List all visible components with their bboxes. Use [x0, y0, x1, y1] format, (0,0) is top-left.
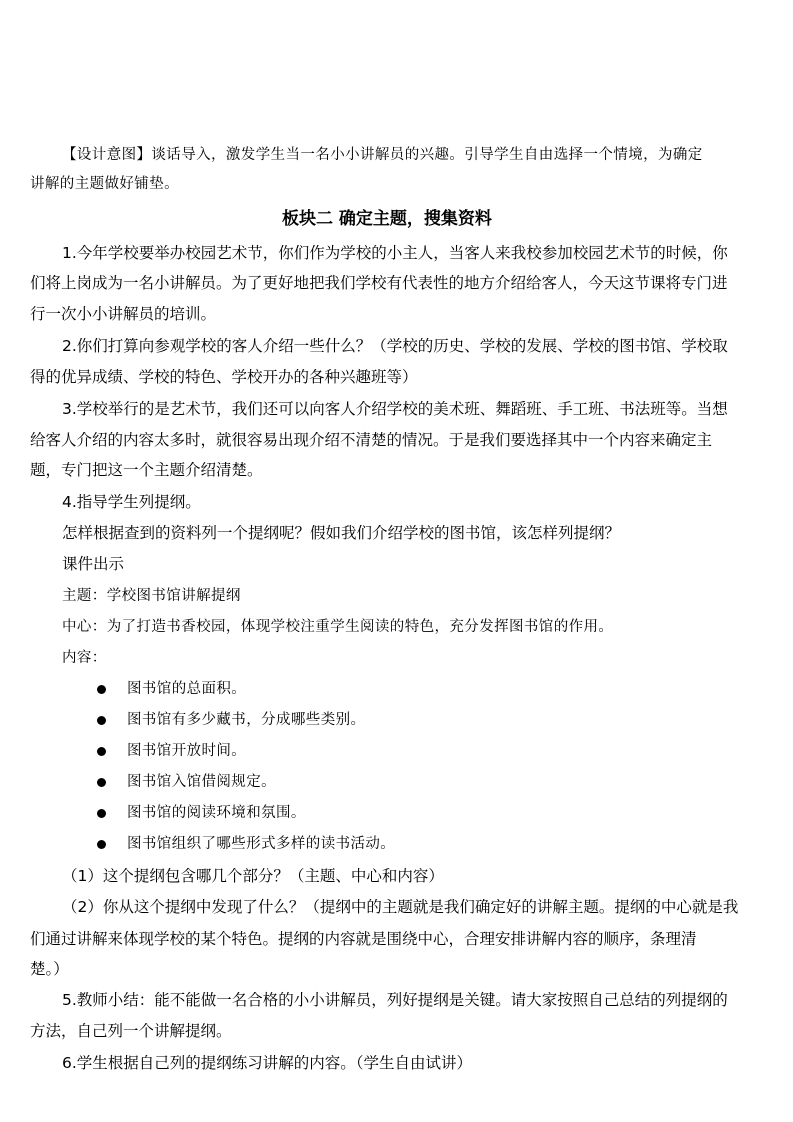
paragraph-line: 得的优异成绩、学校的特色、学校开办的各种兴趣班等） — [30, 368, 418, 386]
paragraph-line: 怎样根据查到的资料列一个提纲呢？假如我们介绍学校的图书馆，该怎样列提纲？ — [62, 524, 621, 542]
bullet-icon — [97, 685, 106, 694]
paragraph-line: 1.今年学校要举办校园艺术节，你们作为学校的小主人，当客人来我校参加校园艺术节的时候，你 — [62, 244, 728, 262]
paragraph-line: 行一次小小讲解员的培训。 — [30, 305, 217, 323]
outline-topic: 主题：学校图书馆讲解提纲 — [62, 588, 241, 604]
paragraph-line: 题，专门把这一个主题介绍清楚。 — [30, 461, 263, 479]
question-line: 楚。） — [30, 960, 69, 978]
paragraph-line: 给客人介绍的内容太多时，就很容易出现介绍不清楚的情况。于是我们要选择其中一个内容来确定主 — [30, 431, 713, 449]
paragraph-line: 方法，自己列一个讲解提纲。 — [30, 1022, 232, 1040]
paragraph-line: 4.指导学生列提纲。 — [62, 493, 201, 511]
paragraph-line: 6.学生根据自己列的提纲练习讲解的内容。（学生自由试讲） — [62, 1054, 473, 1072]
paragraph-line: 们将上岗成为一名小讲解员。为了更好地把我们学校有代表性的地方介绍给客人，今天这节课将专门进 — [30, 274, 728, 292]
question-line: （2）你从这个提纲中发现了什么？（提纲中的主题就是我们确定好的讲解主题。提纲的中心就是我 — [62, 898, 739, 916]
paragraph-line: 3.学校举行的是艺术节，我们还可以向客人介绍学校的美术班、舞蹈班、手工班、书法班等。当想 — [62, 400, 728, 418]
paragraph-line: 课件出示 — [62, 555, 125, 573]
bullet-icon — [97, 809, 106, 818]
list-item-text: 图书馆组织了哪些形式多样的读书活动。 — [127, 836, 396, 852]
question-line: （1）这个提纲包含哪几个部分？（主题、中心和内容） — [62, 867, 444, 885]
list-item-text: 图书馆的总面积。 — [127, 681, 247, 697]
list-item-text: 图书馆入馆借阅规定。 — [127, 774, 276, 790]
design-intent-line-1: 【设计意图】谈话导入，激发学生当一名小小讲解员的兴趣。引导学生自由选择一个情境，为确定 — [62, 147, 703, 163]
paragraph-line: 5.教师小结：能不能做一名合格的小小讲解员，列好提纲是关键。请大家按照自己总结的列提纲的 — [62, 991, 728, 1009]
bullet-icon — [97, 840, 106, 849]
outline-center: 中心：为了打造书香校园，体现学校注重学生阅读的特色，充分发挥图书馆的作用。 — [62, 619, 614, 635]
outline-content-label: 内容： — [62, 650, 107, 666]
question-line: 们通过讲解来体现学校的某个特色。提纲的内容就是围绕中心，合理安排讲解内容的顺序，条理清 — [30, 930, 697, 948]
list-item-text: 图书馆有多少藏书，分成哪些类别。 — [127, 712, 366, 728]
list-item-text: 图书馆的阅读环境和氛围。 — [127, 805, 306, 821]
design-intent-line-2: 讲解的主题做好铺垫。 — [30, 176, 179, 192]
list-item-text: 图书馆开放时间。 — [127, 743, 247, 759]
bullet-icon — [97, 716, 106, 725]
section-title: 板块二 确定主题，搜集资料 — [282, 209, 492, 229]
bullet-icon — [97, 747, 106, 756]
bullet-icon — [97, 778, 106, 787]
paragraph-line: 2.你们打算向参观学校的客人介绍一些什么？（学校的历史、学校的发展、学校的图书馆、学校取 — [62, 337, 728, 355]
